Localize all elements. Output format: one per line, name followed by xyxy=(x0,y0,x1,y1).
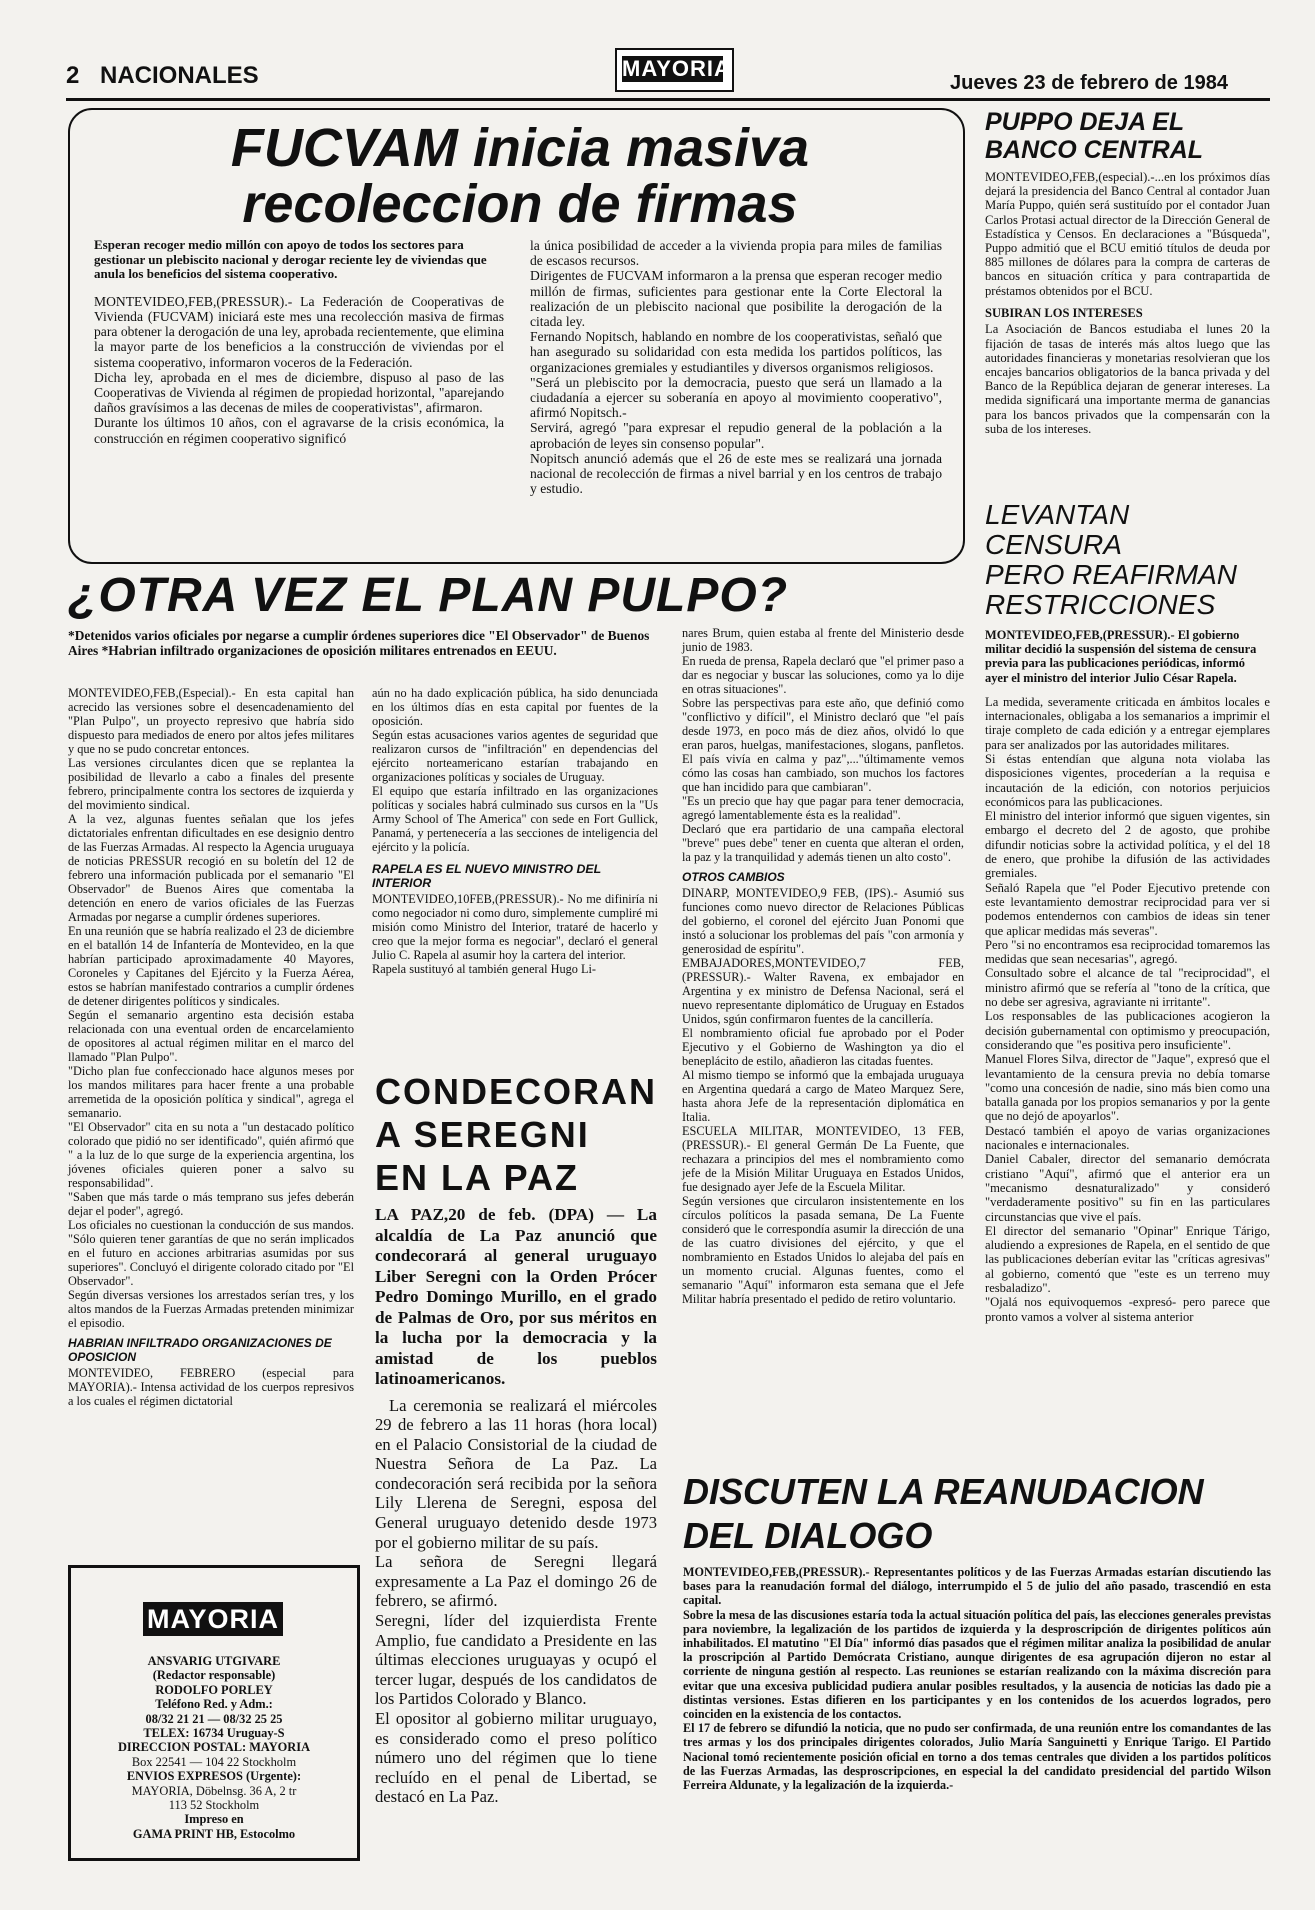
seregni-headline-line2: A SEREGNI xyxy=(375,1114,590,1155)
imprint-lines xyxy=(75,1654,353,1841)
fucvam-col2 xyxy=(530,238,942,496)
seregni-article xyxy=(375,1205,657,1807)
pulpo-lead: *Detenidos varios oficiales por negarse a cumplir órdenes superiores dice "El Observador" de Buenos Aires *Habrian infiltrado organizaciones de oposición militares entrenados en EEUU. xyxy=(68,628,650,658)
levantan-article xyxy=(985,500,1270,1324)
pulpo-headline: ¿OTRA VEZ EL PLAN PULPO? xyxy=(68,569,789,622)
puppo-body-2: La Asociación de Bancos estudiaba el lunes 20 la fijación de tasas de interés más altos luego que las autoridades financieras y monetarias resolvieran que los encajes bancarios obligatorios de la banca privada y del Banco de la República dejaran de generar intereses. La medida significará una importante merma de ganancias para los bancos privados que la compensarán con la suba de los intereses. xyxy=(985,322,1270,436)
pulpo-subhead-3: OTROS CAMBIOS xyxy=(682,870,785,884)
fucvam-body-2: la única posibilidad de acceder a la vivienda propia para miles de familias de escasos recursos. Dirigentes de FUCVAM informaron a la prensa que esperan recoger medio millón de firmas, suficientes para gestionar ente la Corte Electoral la realización de un plebiscito nacional que posibilite la derogación de la citada ley. Fernando Nopitsch, hablando en nombre de los cooperativistas, señaló que han asegurado su solidaridad con esta medida los partidos políticos, las organizaciones gremiales y estudiantiles y diversos organismos religiosos. "Será un plebiscito por la democracia, puesto que será un llamado a la ciudadanía a ejercer su soberanía en apoyo al movimiento cooperativo", afirmó Nopitsch.- Servirá, agregó "para expresar el repudio general de la población a la aprobación de leyes sin consenso popular". Nopitsch anunció además que el 26 de este mes se realizará una jornada nacional de recolección de firmas a nivel barrial y en los centros de trabajo y estudio. xyxy=(530,238,942,497)
puppo-headline xyxy=(985,108,1270,164)
imprint-logo: MAYORIA xyxy=(143,1602,283,1636)
puppo-body: MONTEVIDEO,FEB,(especial).-...en los próximos días dejará la presidencia del Banco Central al contador Juan María Puppo, quién será sustituído por el contador Juan Carlos Protasi actual director de la Dirección General de Estadística y Censos. En declaraciones a "Búsqueda", Puppo admitió que el BCU emitió títulos de deuda por 885 millones de dólares para la compra de carteras de bancos en situación crítica y para contrapartida de préstamos obtenidos por el BCU. xyxy=(985,170,1270,298)
fucvam-headline xyxy=(130,120,910,232)
pulpo-body-3: nares Brum, quien estaba al frente del Ministerio desde junio de 1983. En rueda de prensa, Rapela declaró que "el primer paso a dar es negociar y buscar las soluciones, como ya lo dije en otras situaciones". Sobre las perspectivas para este año, que definió como "conflictivo y difícil", el Ministro declaró que "el país desde 1973, en poco más de diez años, olvidó lo que eran paros, huelgas, manifestaciones, slogans, panfletos. El país vivía en calma y paz",..."últimamente vemos cómo las cosas han cambiado, son muchos los factores que han incidido para que cambiaran". "Es un precio que hay que pagar para tener democracia, agregó lamentablemente ésta es la realidad". Declaró que era partidario de una campaña electoral "breve" pues debe" tener en cuenta que alteran el orden, la paz y la tranquilidad y además tienen un alto costo". xyxy=(682,626,964,864)
fucvam-lead: Esperan recoger medio millón con apoyo de todos los sectores para gestionar un plebiscito nacional y derogar reciente ley de viviendas que anula los beneficios del sistema cooperativo. xyxy=(94,237,487,282)
imprint-line: DIRECCION POSTAL: MAYORIA xyxy=(117,1740,311,1755)
fucvam-headline-line2: recoleccion de firmas xyxy=(242,174,798,234)
pulpo-subhead-2: RAPELA ES EL NUEVO MINISTRO DEL INTERIOR xyxy=(372,862,602,890)
pulpo-col3 xyxy=(682,626,964,1306)
imprint-line: (Redactor responsable) xyxy=(152,1668,276,1683)
dialogo-headline-line1: DISCUTEN LA REANUDACION xyxy=(683,1471,1204,1512)
pulpo-body-2b: MONTEVIDEO,10FEB,(PRESSUR).- No me difiniría ni como negociador ni como duro, simplemente cumpliré mi misión como Ministro del Interior, trataré de hacerlo y creo que la mejor forma es negociar", declaró el general Julio C. Rapela al asumir hoy la cartera del interior. Rapela sustituyó al también general Hugo Li- xyxy=(372,892,658,976)
levantan-headline xyxy=(985,500,1270,620)
seregni-headline xyxy=(375,1070,665,1199)
fucvam-col1 xyxy=(94,238,504,446)
imprint-line: ENVIOS EXPRESOS (Urgente): xyxy=(126,1769,302,1784)
imprint-line: 113 52 Stockholm xyxy=(168,1798,260,1813)
imprint-line: Impreso en xyxy=(184,1812,244,1827)
pulpo-body-1: MONTEVIDEO,FEB,(Especial).- En esta capital han acrecido las versiones sobre el desencadenamiento del "Plan Pulpo", un proyecto represivo que habría sido dispuesto para mediados de enero por altos jefes militares y que no se pudo concretar entonces. Las versiones circulantes dicen que se replantea la posibilidad de llevarlo a cabo a finales del presente febrero, principalmente contra los sectores de izquierda y del movimiento sindical. A la vez, algunas fuentes señalan que los jefes dictatoriales enfrentan dificultades en ese designio dentro de las Fuerzas Armadas. Al respecto la Agencia uruguaya de noticias PRESSUR recogió en su boletín del 12 de febrero una información publicada por el semanario "El Observador" de Buenos Aires que comentaba la detención en enero de varios oficiales de las Fuerzas Armadas por negarse a cumplir órdenes superiores. En una reunión que se habría realizado el 23 de diciembre en el batallón 14 de Infantería de Montevideo, en la que habrían participado aproximadamente 40 Mayores, Coroneles y Capitanes del Ejército y la Fuerza Aérea, estos se habrían manifestado contrarios a cumplir órdenes de detener dirigentes políticos y sindicales. Según el semanario argentino esta decisión estaba relacionada con una eventual orden de encarcelamiento de opositores al actual régimen militar en el marco del llamado "Plan Pulpo". "Dicho plan fue confeccionado hace algunos meses por los mandos militares para hacer frente a una probable arremetida de la oposición política y sindical", agrega el semanario. "El Observador" cita en su nota a "un destacado político colorado que pidió no ser identificado", quién afirmó que " a la luz de lo que surge de la experiencia argentina, los jóvenes oficiales quieren poner a salvo su responsabilidad". "Saben que más tarde o más temprano sus jefes deberán dejar el poder", agregó. Los oficiales no cuestionan la conducción de sus mandos. "Sólo quieren tener garantías de que no serán implicados en el futuro en acciones arbitrarias asumidas por sus superiores". Concluyó el dirigente colorado citado por "El Observador". Según diversas versiones los arrestados serían tres, y los altos mandos de la Fuerzas Armadas pretenden minimizar el episodio. xyxy=(68,686,354,1330)
imprint-line: Teléfono Red. y Adm.: xyxy=(155,1697,273,1712)
seregni-headline-line3: EN LA PAZ xyxy=(375,1157,579,1198)
imprint-line: 08/32 21 21 — 08/32 25 25 xyxy=(145,1711,283,1726)
dialogo-headline xyxy=(683,1470,1273,1558)
dialogo-article xyxy=(683,1565,1271,1792)
levantan-body: La medida, severamente criticada en ámbitos locales e internacionales, obligaba a los semanarios a imprimir el tiraje completo de cada edición y a entregar ejemplares para ser analizados por las autoridades militares. Si éstas entendían que alguna nota violaba las disposiciones vigentes, procederían a la requisa e incautación de la edición, con notorios perjuicios económicos para las publicaciones. El ministro del interior informó que siguen vigentes, sin embargo el decreto del 2 de agosto, que prohibe difundir noticias sobre la actividad política, y el del 18 de enero, que prohibe la difusión de las actividades gremiales. Señaló Rapela que "el Poder Ejecutivo pretende con este levantamiento demostrar reciprocidad para ver si podemos entendernos con cambios de ideas sin tener que aplicar medidas más severas". Pero "si no encontramos esa reciprocidad tomaremos las medidas que sean necesarias", agregó. Consultado sobre el alcance de tal "reciprocidad", el ministro afirmó que se refería al "tono de la crítica, que no debe ser agresiva, agraviante ni irritante". Los responsables de las publicaciones acogieron la decisión gubernamental con optimismo y preocupación, considerando que "es positiva pero insuficiente". Manuel Flores Silva, director de "Jaque", expresó que el levantamiento de la censura previa no debía tomarse "como una concesión de nadie, sino más bien como una batalla ganada por los propios semanarios y por la gente que no dejó de apoyarlos". Destacó también el apoyo de varias organizaciones nacionales e internacionales. Daniel Cabaler, director del semanario demócrata cristiano "Aquí", afirmó que el anterior era un "mecanismo desnaturalizado" y consideró "verdaderamente positivo" su fin en las particulares circunstancias que vive el país. El director del semanario "Opinar" Enrique Tárigo, aludiendo a expresiones de Rapela, en el sentido de que las publicaciones deberían evitar las "críticas agresivas" al gobierno, comentó que "este es un terreno muy resbaladizo". "Ojalá nos equivoquemos -expresó- pero parece que pronto vamos a volver al sistema anterior xyxy=(985,694,1270,1324)
imprint-box xyxy=(68,1565,360,1861)
fucvam-headline-line1: FUCVAM inicia masiva xyxy=(230,118,810,178)
puppo-article xyxy=(985,108,1270,436)
imprint-line: GAMA PRINT HB, Estocolmo xyxy=(132,1826,296,1841)
imprint-line: RODOLFO PORLEY xyxy=(155,1682,273,1697)
puppo-headline-line2: BANCO CENTRAL xyxy=(985,136,1204,164)
pulpo-body-2: aún no ha dado explicación pública, ha sido denunciada en los últimos días en esta capital por fuentes de la oposición. Según estas acusaciones varios agentes de seguridad que realizaron cursos de "infiltración" en dependencias del ejército norteamericano estarían trabajando en organizaciones políticas y sociales de Uruguay. El equipo que estaría infiltrado en las organizaciones políticas y sociales habrá culminado sus cursos en la "Us Army School of The America" con sede en Fort Gullick, Panamá, y pertenecería a las secciones de inteligencia del ejército y la policía. xyxy=(372,686,658,854)
fucvam-article xyxy=(68,108,965,564)
masthead-logo-text: MAYORIA xyxy=(622,56,731,81)
pulpo-subhead-1: HABRIAN INFILTRADO ORGANIZACIONES DE OPOSICION xyxy=(68,1336,332,1364)
masthead-logo xyxy=(615,48,734,92)
fucvam-body-1: MONTEVIDEO,FEB,(PRESSUR).- La Federación de Cooperativas de Vivienda (FUCVAM) iniciará este mes una recolección masiva de firmas para obtener la derogación de una ley, aprobada recientemente, que elimina la mayor parte de los beneficios a la construcción de viviendas por el sistema cooperativo, informaron voceros de la Federación. Dicha ley, aprobada en el mes de diciembre, dispuso al paso de las Cooperativas de Vivienda al régimen de propiedad horizontal, "aparejando daños gravísimos a las decenas de miles de cooperativistas", afirmaron. Durante los últimos 10 años, con el agravarse de la crisis económica, la construcción en régimen cooperativo significó xyxy=(94,293,504,446)
seregni-headline-line1: CONDECORAN xyxy=(375,1071,658,1112)
dialogo-body: MONTEVIDEO,FEB,(PRESSUR).- Representantes políticos y de las Fuerzas Armadas estarían discutiendo las bases para la reanudación formal del diálogo, interrumpido el 5 de julio del año pasado, trascendió en esta capital. Sobre la mesa de las discusiones estaría toda la actual situación política del país, las elecciones generales previstas para noviembre, la legalización de los partidos de izquierda y la desproscripción de dirigentes políticos aún inhabilitados. El matutino "El Día" informó días pasados que el régimen militar analiza la posibilidad de anular la proscripción al Partido Demócrata Cristiano, aunque dirigentes de esa agrupación dijeron no estar al corriente de ninguna gestión al respecto. Las reuniones se estarían realizando con la máxima discreción para evitar que una excesiva publicidad pudiera anular posibles resultados, y la ausencia de noticias las dado pie a distintas versiones. Estas difieren en los participantes y en los contenidos de los acuerdos logrados, pero coinciden en la existencia de los contactos. El 17 de febrero se difundió la noticia, que no pudo ser confirmada, de una reunión entre los comandantes de las tres armas y los dos principales dirigentes colorados, Julio María Sanguinetti y Enrique Tarigo. El Partido Nacional tomó recientemente posición oficial en torno a dos temas centrales que dividen a los partidos políticos de las Fuerzas Armadas, las desproscripciones, en especial la del candidato presidencial del partido Wilson Ferreira Aldunate, y la legalización de la izquierda.- xyxy=(683,1565,1271,1793)
seregni-body: La ceremonia se realizará el miércoles 29 de febrero a las 11 horas (hora local) en el Palacio Consistorial de la ciudad de Nuestra Señora de La Paz. La condecoración será recibida por la señora Lily Llerena de Seregni, esposa del General uruguayo detenido desde 1973 por el gobierno militar de su país. La señora de Seregni llegará expresamente a La Paz el domingo 26 de febrero, se afirmó. Seregni, líder del izquierdista Frente Amplio, fue candidato a Presidente en las últimas elecciones uruguayas y ocupó el tercer lugar, después de los candidatos de los Partidos Colorado y Blanco. El opositor al gobierno militar uruguayo, es considerado como el preso político número uno del régimen que lo tiene recluído en el penal de Libertad, se destacó en La Paz. xyxy=(375,1395,657,1807)
issue-date: Jueves 23 de febrero de 1984 xyxy=(950,72,1228,94)
section-title: NACIONALES xyxy=(100,62,259,89)
seregni-lead: LA PAZ,20 de feb. (DPA) — La alcaldía de La Paz anunció que condecorará al general uruguayo Liber Seregni con la Orden Prócer Pedro Domingo Murillo, en el grado de Palmas de Oro, por sus méritos en la lucha por la democracia y la amistad de los pueblos latinoamericanos. xyxy=(375,1205,657,1388)
levantan-headline-line2: CENSURA xyxy=(985,529,1122,560)
levantan-lead: MONTEVIDEO,FEB,(PRESSUR).- El gobierno militar decidió la suspensión del sistema de censura previa para las publicaciones periódicas, informó ayer el ministro del interior Julio César Rapela. xyxy=(985,628,1257,685)
page-number: 2 xyxy=(66,62,80,89)
pulpo-col1 xyxy=(68,686,354,1408)
imprint-line: ANSVARIG UTGIVARE xyxy=(147,1654,281,1668)
imprint-line: Box 22541 — 104 22 Stockholm xyxy=(131,1754,297,1769)
imprint-line: MAYORIA, Döbelnsg. 36 A, 2 tr xyxy=(131,1783,297,1798)
puppo-headline-line1: PUPPO DEJA EL xyxy=(985,108,1185,136)
pulpo-col2 xyxy=(372,686,658,976)
pulpo-body-1b: MONTEVIDEO, FEBRERO (especial para MAYORIA).- Intensa actividad de los cuerpos represivos a los cuales el régimen dictatorial xyxy=(68,1366,354,1408)
puppo-subhead: SUBIRAN LOS INTERESES xyxy=(985,305,1143,320)
levantan-headline-line4: RESTRICCIONES xyxy=(985,589,1216,620)
levantan-headline-line3: PERO REAFIRMAN xyxy=(985,559,1238,590)
levantan-headline-line1: LEVANTAN xyxy=(985,499,1130,530)
dialogo-headline-line2: DEL DIALOGO xyxy=(683,1515,933,1556)
pulpo-body-3b: DINARP, MONTEVIDEO,9 FEB, (IPS).- Asumió sus funciones como nuevo director de Relaciones Públicas del gobierno, el coronel del ejército Juan Ponomi que instó a solucionar los problemas del país "con armonía y generosidad de espíritu". EMBAJADORES,MONTEVIDEO,7 FEB, (PRESSUR).- Walter Ravena, ex embajador en Argentina y ex ministro de Defensa Nacional, será el nuevo representante diplomático de Uruguay en Estados Unidos, sgún confirmaron fuentes de la cancillería. El nombramiento oficial fue aprobado por el Poder Ejecutivo y el Gobierno de Washington ya dio el beneplácito de estilo, añadieron las citadas fuentes. Al mismo tiempo se informó que la embajada uruguaya en Argentina quedará a cargo de Mateo Marquez Sere, hasta ahora Jefe de la representación diplomática en Italia. ESCUELA MILITAR, MONTEVIDEO, 13 FEB,(PRESSUR).- El general Germán De La Fuente, que rechazara a principios del mes el nombramiento como jefe de la Misión Militar Uruguaya en Estados Unidos, fue designado ayer Jefe de la Escuela Militar. Según versiones que circularon insistentemente en los círculos políticos la pasada semana, De La Fuente consideró que le correspondía asumir la dirección de una de las cuatro divisiones del ejército, y que el nombramiento en Estados Unidos lo alejaba del país en un momento crucial. Algunas fuentes, como el semanario "Aquí" informaron esta semana que el Jefe Militar habría presentado el pedido de retiro voluntario. xyxy=(682,886,964,1306)
header-rule xyxy=(66,98,1270,101)
imprint-line: TELEX: 16734 Uruguay-S xyxy=(143,1726,285,1741)
